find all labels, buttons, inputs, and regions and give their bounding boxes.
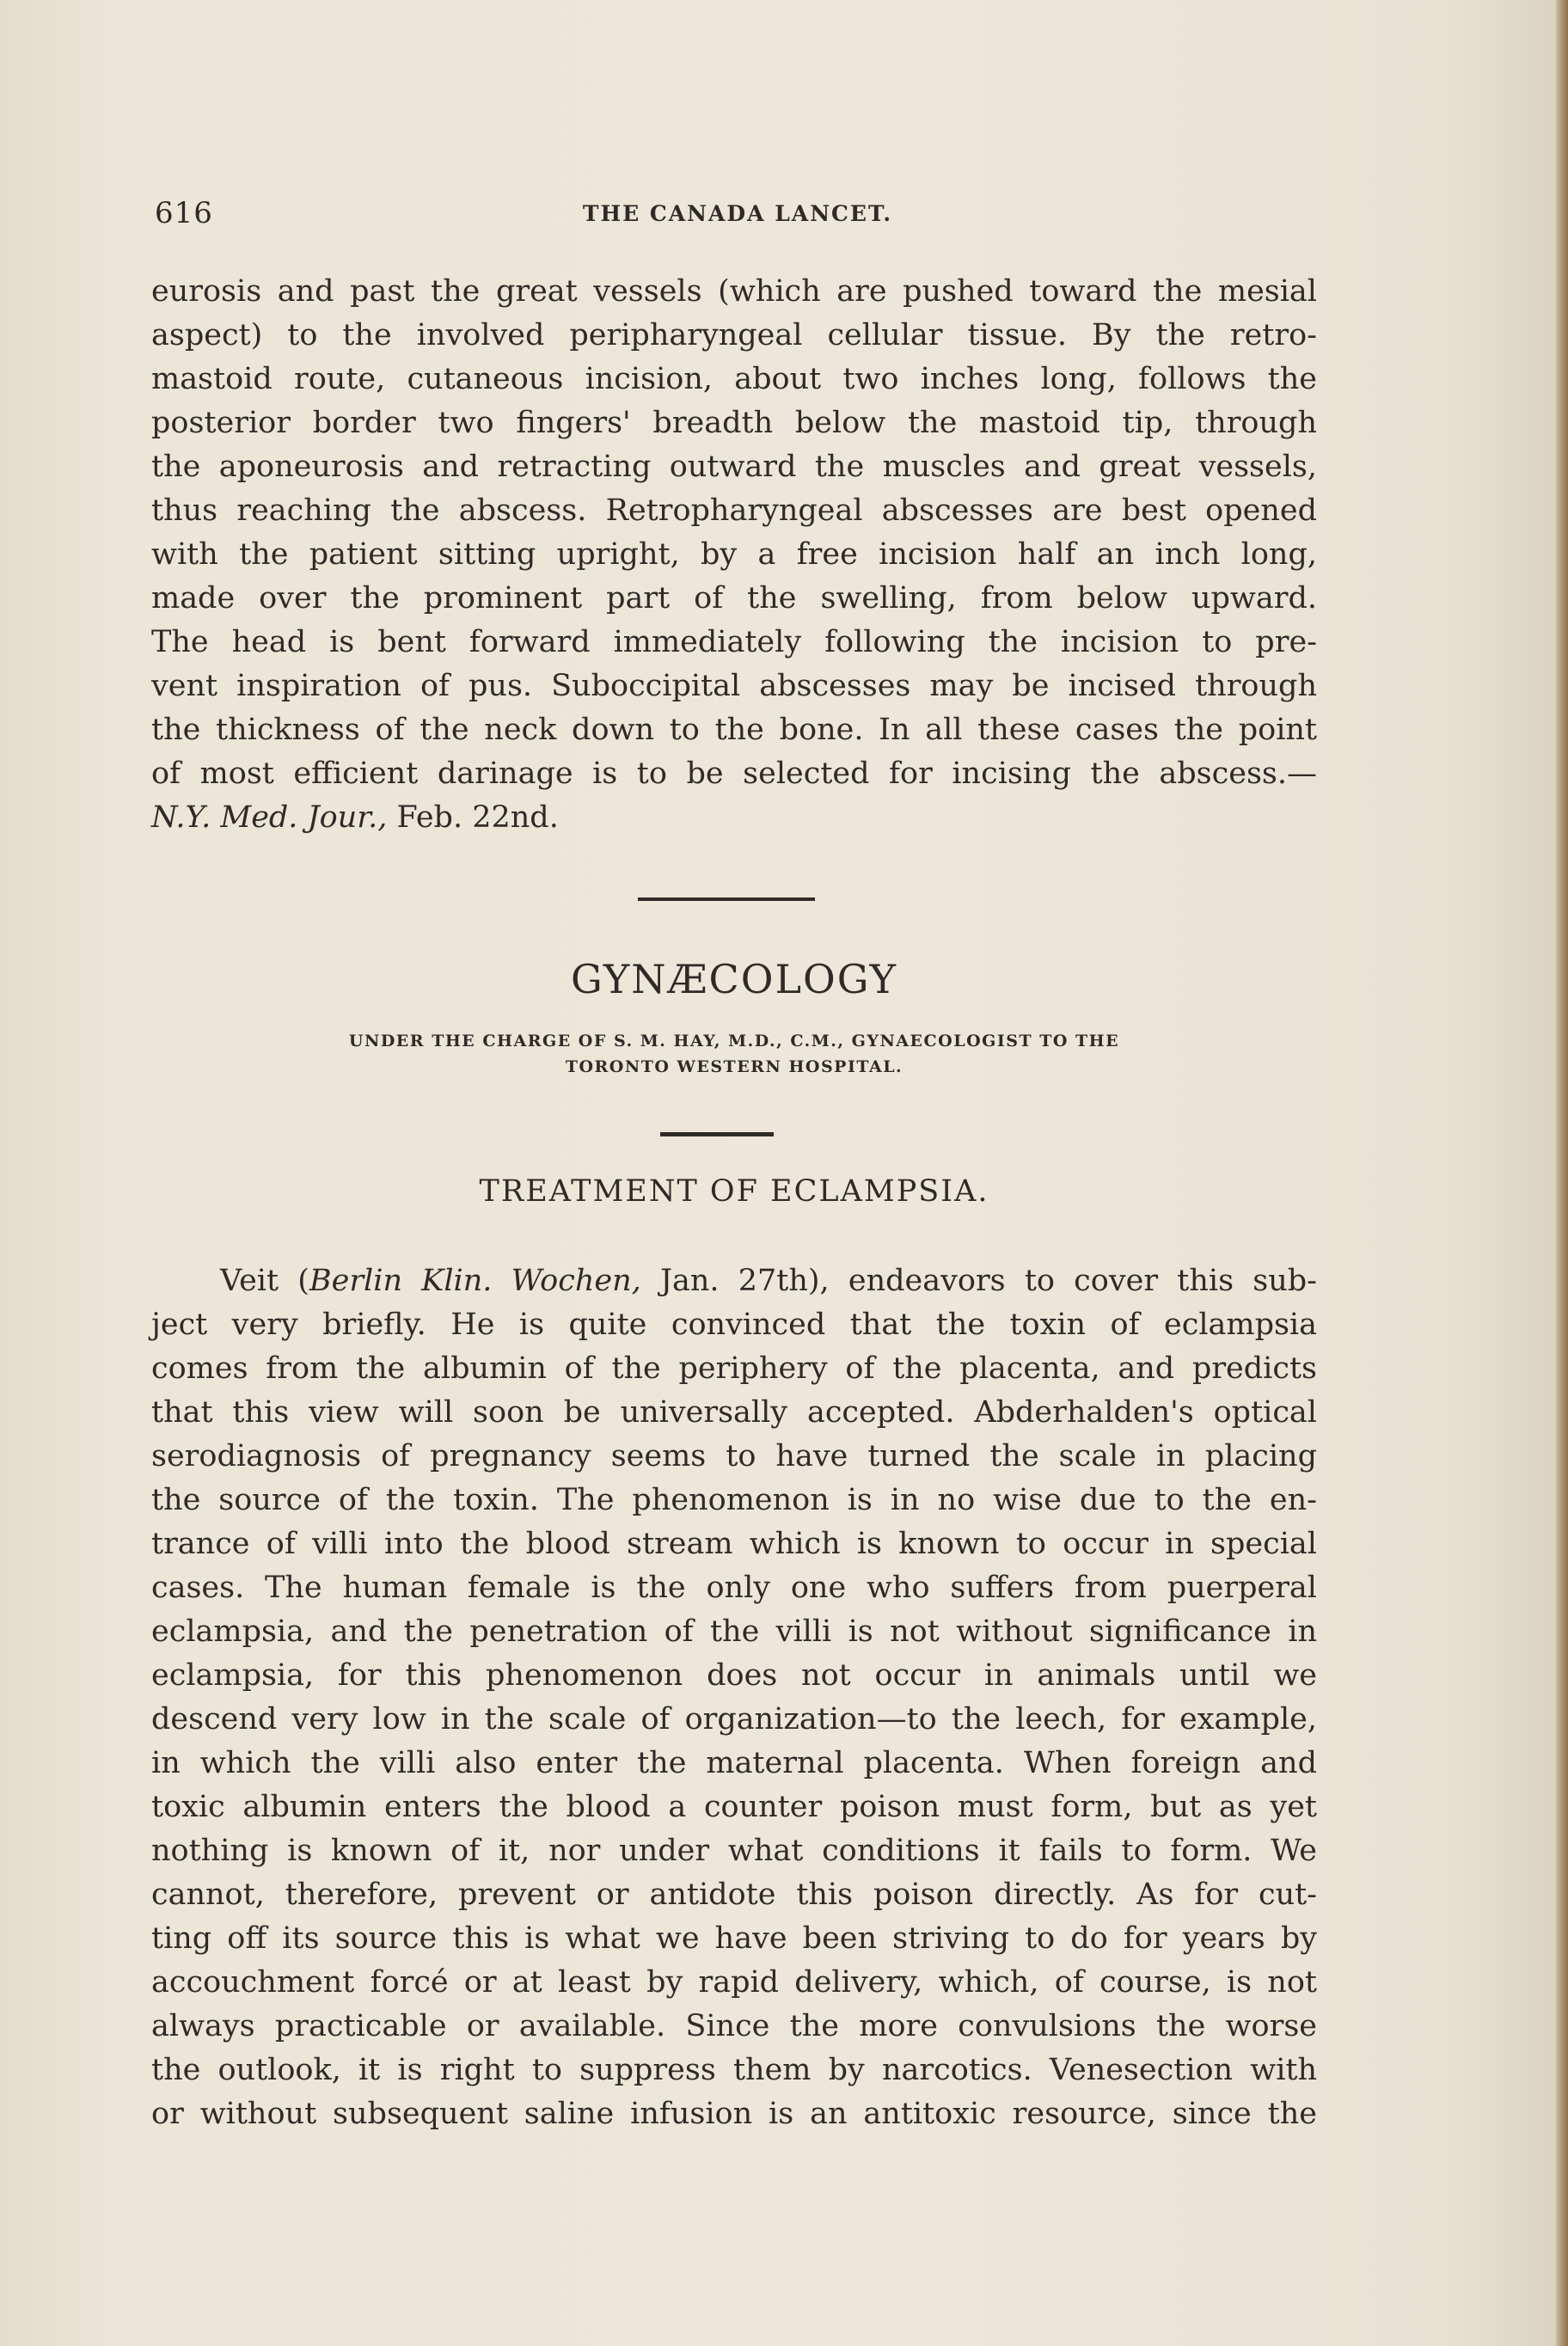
citation-line bbox=[151, 796, 1317, 840]
text-line: accouchment forcé or at least by rapid delivery, which, of course, is not bbox=[151, 1965, 1317, 2000]
section-subtitle-line: UNDER THE CHARGE OF S. M. HAY, M.D., C.M., GYNAECOLOGIST TO THE bbox=[348, 1032, 1120, 1050]
section-subtitle-line: TORONTO WESTERN HOSPITAL. bbox=[565, 1057, 903, 1076]
text-line: always practicable or available. Since the more convulsions the worse bbox=[151, 2009, 1317, 2043]
section-title: GYNÆCOLOGY bbox=[570, 956, 898, 1002]
text-line: nothing is known of it, nor under what conditions it fails to form. We bbox=[151, 1834, 1317, 1868]
running-head: THE CANADA LANCET. bbox=[582, 201, 893, 226]
text-line: comes from the albumin of the periphery of the placenta, and predicts bbox=[151, 1351, 1317, 1386]
text-line: or without subsequent saline infusion is an antitoxic resource, since the bbox=[151, 2097, 1317, 2131]
text-line: eurosis and past the great vessels (which are pushed toward the mesial bbox=[151, 274, 1317, 309]
article-paragraph bbox=[151, 1259, 1317, 2136]
text-line: eclampsia, and the penetration of the villi is not without significance in bbox=[151, 1614, 1317, 1649]
text-line: of most efficient darinage is to be selected for incising the abscess.— bbox=[151, 756, 1317, 791]
page-header bbox=[155, 196, 1320, 236]
text-line: The head is bent forward immediately following the incision to pre- bbox=[151, 625, 1317, 659]
text-line: the aponeurosis and retracting outward the muscles and great vessels, bbox=[151, 450, 1317, 484]
text-line: cases. The human female is the only one who suffers from puerperal bbox=[151, 1571, 1317, 1605]
citation-journal: Berlin Klin. Wochen, bbox=[309, 1264, 641, 1298]
text-line: mastoid route, cutaneous incision, about two inches long, follows the bbox=[151, 362, 1317, 396]
text-fragment: Jan. 27th), endeavors to cover this sub- bbox=[640, 1264, 1317, 1298]
text-line: with the patient sitting upright, by a free incision half an inch long, bbox=[151, 537, 1317, 572]
text-line: posterior border two fingers' breadth below the mastoid tip, through bbox=[151, 406, 1317, 440]
text-line: descend very low in the scale of organization—to the leech, for example, bbox=[151, 1702, 1317, 1737]
continuation-paragraph bbox=[151, 270, 1317, 840]
text-line: thus reaching the abscess. Retropharyngeal abscesses are best opened bbox=[151, 493, 1317, 528]
section-divider bbox=[638, 897, 815, 901]
text-line: ting off its source this is what we have been striving to do for years by bbox=[151, 1921, 1317, 1956]
title-divider bbox=[660, 1132, 774, 1136]
text-line: eclampsia, for this phenomenon does not occur in animals until we bbox=[151, 1658, 1317, 1693]
text-line: the source of the toxin. The phenomenon is in no wise due to the en- bbox=[151, 1483, 1317, 1517]
citation-journal: N.Y. Med. Jour., bbox=[151, 800, 388, 835]
text-line: made over the prominent part of the swelling, from below upward. bbox=[151, 581, 1317, 616]
book-spine-edge bbox=[1556, 0, 1568, 2346]
article-title: TREATMENT OF ECLAMPSIA. bbox=[479, 1174, 989, 1209]
text-line: vent inspiration of pus. Suboccipital abscesses may be incised through bbox=[151, 669, 1317, 703]
page-number: 616 bbox=[155, 196, 213, 230]
text-line: ject very briefly. He is quite convinced that the toxin of eclampsia bbox=[151, 1308, 1317, 1342]
text-line: the thickness of the neck down to the bone. In all these cases the point bbox=[151, 713, 1317, 747]
section-subtitle bbox=[151, 1028, 1317, 1080]
citation-date: Feb. 22nd. bbox=[387, 800, 559, 835]
text-line: the outlook, it is right to suppress them by narcotics. Venesection with bbox=[151, 2053, 1317, 2087]
text-fragment: Veit ( bbox=[220, 1264, 309, 1298]
text-line bbox=[151, 1259, 1317, 1303]
text-line: aspect) to the involved peripharyngeal cellular tissue. By the retro- bbox=[151, 318, 1317, 352]
text-line: cannot, therefore, prevent or antidote this poison directly. As for cut- bbox=[151, 1877, 1317, 1912]
text-line: serodiagnosis of pregnancy seems to have turned the scale in placing bbox=[151, 1439, 1317, 1473]
text-line: trance of villi into the blood stream which is known to occur in special bbox=[151, 1527, 1317, 1561]
text-line: toxic albumin enters the blood a counter poison must form, but as yet bbox=[151, 1790, 1317, 1824]
text-line: that this view will soon be universally accepted. Abderhalden's optical bbox=[151, 1395, 1317, 1430]
text-line: in which the villi also enter the maternal placenta. When foreign and bbox=[151, 1746, 1317, 1780]
